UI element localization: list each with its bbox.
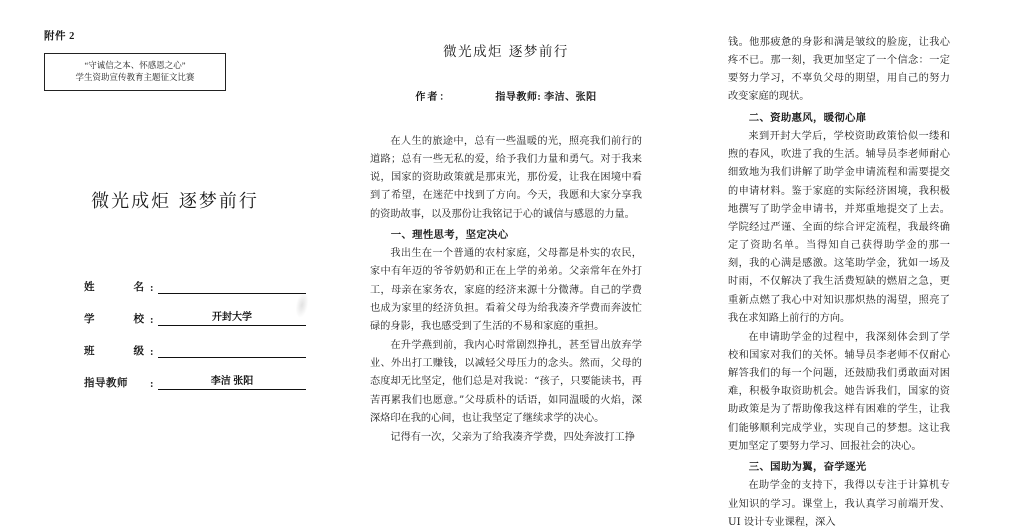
- cover-column: [0, 0, 340, 522]
- paragraph: 我出生在一个普通的农村家庭，父母都是朴实的农民，家中有年迈的爷爷奶奶和正在上学的弟弟。父亲常年在外打工，母亲在家务农，家庭的经济来源十分微薄。自己的学费也成为家里的经济负担。看着父母为给我凑齐学费而奔波忙碌的身影，我也感受到了生活的不易和家庭的重担。: [370, 248, 642, 332]
- field-row-mentor: [84, 375, 306, 390]
- field-colon: :: [150, 378, 154, 390]
- field-colon: :: [150, 346, 154, 358]
- contest-title-line-1: “守诚信之本、怀感恩之心”: [84, 60, 186, 70]
- field-colon: :: [150, 314, 154, 326]
- paragraph: 在升学燕到前，我内心时常剧烈挣扎，甚至冒出放弃学业、外出打工赚钱，以减轻父母压力的念头。然而，父母的态度却无比坚定，他们总是对我说：“孩子，只要能读书，再苦再累我们也愿意。”父母质朴的话语，如同温暖的火焰，深深烙印在我的心间，也让我坚定了继续求学的决心。: [370, 340, 642, 424]
- field-value-mentor[interactable]: 李洁 张阳: [158, 375, 306, 390]
- byline: [370, 88, 642, 103]
- field-row-school: [84, 311, 306, 326]
- right-column: [716, 0, 966, 528]
- field-row-class: [84, 343, 306, 358]
- author-label: 作者：: [415, 92, 452, 103]
- field-label-mentor: 指导教师: [84, 377, 128, 389]
- contest-title-line-2: 学生资助宣传教育主题征文比赛: [75, 72, 195, 83]
- field-label-school: 学 校: [84, 313, 150, 325]
- field-label-name: 姓 名: [84, 281, 150, 293]
- middle-column: [352, 0, 662, 522]
- field-label-class: 班 级: [84, 345, 150, 357]
- section-heading: 三、国助为翼，奋学逐光: [748, 460, 867, 473]
- paragraph: 在人生的旅途中，总有一些温暖的光，照亮我们前行的道路；总有一些无私的爱，给予我们力量和勇气。对于我来说，国家的资助政策就是那束光，那份爱，让我在困境中看到了希望，在迷茫中找到了方向。今天，我愿和大家分享我的资助故事，以及那份让我铭记于心的诚信与感恩的力量。: [370, 136, 642, 220]
- paragraph: 记得有一次，父亲为了给我凑齐学费，四处奔波打工挣: [390, 431, 635, 443]
- field-colon: :: [150, 282, 154, 294]
- contest-title-box: [44, 53, 226, 91]
- field-value-name[interactable]: [158, 279, 306, 294]
- cover-title: 微光成炬 逐梦前行: [91, 190, 259, 212]
- field-value-school[interactable]: 开封大学: [158, 311, 306, 326]
- paragraph: 在助学金的支持下，我得以专注于计算机专业知识的学习。课堂上，我认真学习前端开发、UI 设计专业课程，深入: [728, 480, 950, 528]
- field-value-class[interactable]: [158, 343, 306, 358]
- field-row-name: [84, 279, 306, 294]
- mentor-label: 指导教师: 李洁、张阳: [495, 92, 597, 103]
- paragraph: 来到开封大学后，学校资助政策恰似一缕和煦的春风，吹进了我的生活。辅导员李老师耐心细致地为我们讲解了助学金申请流程和需要提交的申请材料。鉴于家庭的实际经济困境，我积极地撰写了助学金申请书，并郑重地提交了上去。学院经过严谨、全面的综合评定流程，我最终确定了资助名单。当得知自己获得助学金的那一刻，我的心满是感激。这笔助学金，犹如一场及时雨，不仅解决了我生活费短缺的燃眉之急，更重新点燃了我心中对知识那炽热的渴望，照亮了我在求知路上前行的方向。: [728, 131, 950, 324]
- paragraph: 在申请助学金的过程中，我深刻体会到了学校和国家对我们的关怀。辅导员李老师不仅耐心解答我们的每一个问题，还鼓励我们勇敢面对困难，积极争取资助机会。她告诉我们，国家的资助政策是为了帮助像我这样有困难的学生，让我们能够顺利完成学业，实现自己的梦想。这让我更加坚定了要努力学习、回报社会的决心。: [728, 331, 950, 452]
- paragraph-continued: 钱。他那疲惫的身影和满是皱纹的脸庞，让我心疼不已。那一刻，我更加坚定了一个信念：一定要努力学习，不辜负父母的期望，用自己的努力改变家庭的现状。: [728, 37, 950, 103]
- section-heading: 一、理性思考，坚定决心: [390, 228, 509, 241]
- section-heading: 二、资助惠风，暖彻心扉: [748, 111, 867, 124]
- attachment-label: 附件 2: [44, 31, 75, 42]
- cover-fields: [84, 279, 306, 390]
- essay-title: 微光成炬 逐梦前行: [443, 44, 569, 60]
